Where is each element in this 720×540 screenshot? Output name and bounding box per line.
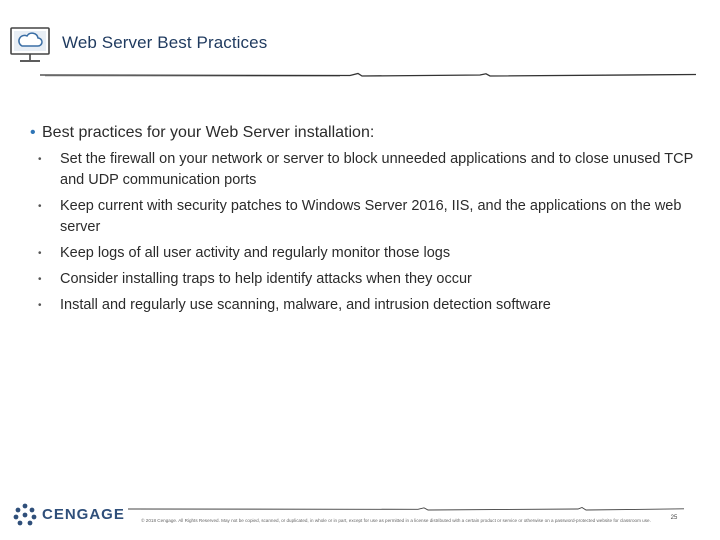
list-item-text: Consider installing traps to help identify attacks when they occur — [60, 271, 472, 287]
copyright-notice: © 2018 Cengage. All Rights Reserved. May not be copied, scanned, or duplicated, in whole or in part, except for use as permitted in a license distributed with a certain product or service or otherwise on a password-protected website for classroom use. — [141, 518, 651, 523]
cengage-dots-icon — [12, 502, 38, 528]
bullet-dot: • — [38, 300, 42, 311]
bullet-heading — [30, 122, 694, 143]
cengage-logo — [12, 500, 142, 530]
list-item — [30, 243, 694, 264]
logo-text: CENGAGE — [42, 506, 125, 523]
list-item-text: Install and regularly use scanning, malware, and intrusion detection software — [60, 297, 551, 313]
bullet-dot: • — [38, 248, 42, 259]
list-item — [30, 269, 694, 290]
bullet-dot: • — [38, 274, 42, 285]
list-item — [30, 196, 694, 238]
heading-text: Best practices for your Web Server installation: — [42, 124, 375, 141]
bullet-dot: • — [38, 154, 42, 165]
footer-divider — [128, 506, 684, 512]
bullet-dot: • — [30, 124, 36, 141]
list-item-text: Keep current with security patches to Windows Server 2016, IIS, and the applications on the web server — [60, 198, 682, 235]
list-item-text: Keep logs of all user activity and regularly monitor those logs — [60, 245, 451, 261]
best-practices-list — [30, 149, 694, 316]
list-item-text: Set the firewall on your network or server to block unneeded applications and to close unused TCP and UDP communication ports — [60, 151, 694, 188]
content-body — [30, 122, 694, 321]
title-divider — [40, 70, 696, 80]
list-item — [30, 149, 694, 191]
monitor-cloud-icon — [8, 20, 56, 68]
page-number: 25 — [670, 515, 678, 521]
bullet-dot: • — [38, 201, 42, 212]
slide-title: Web Server Best Practices — [62, 33, 268, 52]
list-item — [30, 295, 694, 316]
